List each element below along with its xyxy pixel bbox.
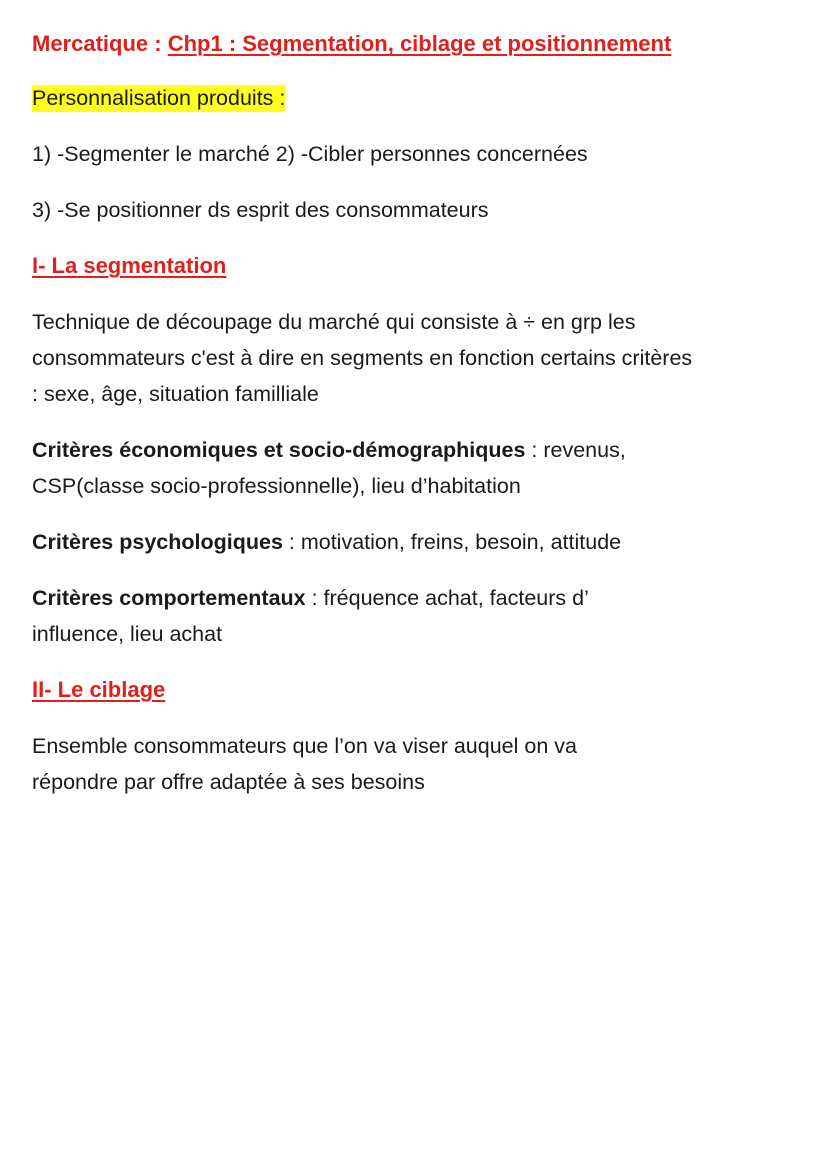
criteria-psychological [32,524,792,560]
targeting-definition: Ensemble consommateurs que l’on va viser auquel on va répondre par offre adaptée à ses besoins [32,734,577,794]
highlighted-text: Personnalisation produits : [32,86,286,110]
criteria-text: : fréquence achat, facteurs d’ influence, lieu achat [32,586,589,646]
document-page [32,24,792,820]
criteria-label: Critères économiques et socio-démographiques [32,438,526,462]
intro-highlight-line [32,80,792,116]
steps-line-1: 1) -Segmenter le marché 2) -Cibler personnes concernées [32,142,588,166]
section-heading-targeting: II- Le ciblage [32,677,166,702]
criteria-text: : motivation, freins, besoin, attitude [282,530,622,554]
segmentation-definition: Technique de découpage du marché qui consiste à ÷ en grp les consommateurs c'est à dire en segments en fonction certains critères : sexe, âge, situation familliale [32,310,693,406]
criteria-economic [32,432,672,504]
criteria-behavioral [32,580,672,652]
criteria-label: Critères comportementaux [32,586,306,610]
criteria-text: : revenus, CSP(classe socio-professionnelle), lieu d’habitation [32,438,626,498]
chapter-title: Chp1 : Segmentation, ciblage et positionnement [167,31,672,56]
section-heading-segmentation: I- La segmentation [32,253,227,278]
steps-line-2: 3) -Se positionner ds esprit des consommateurs [32,198,489,222]
title-prefix: Mercatique : [32,31,168,56]
document-title [32,24,792,64]
criteria-label: Critères psychologiques [32,530,283,554]
